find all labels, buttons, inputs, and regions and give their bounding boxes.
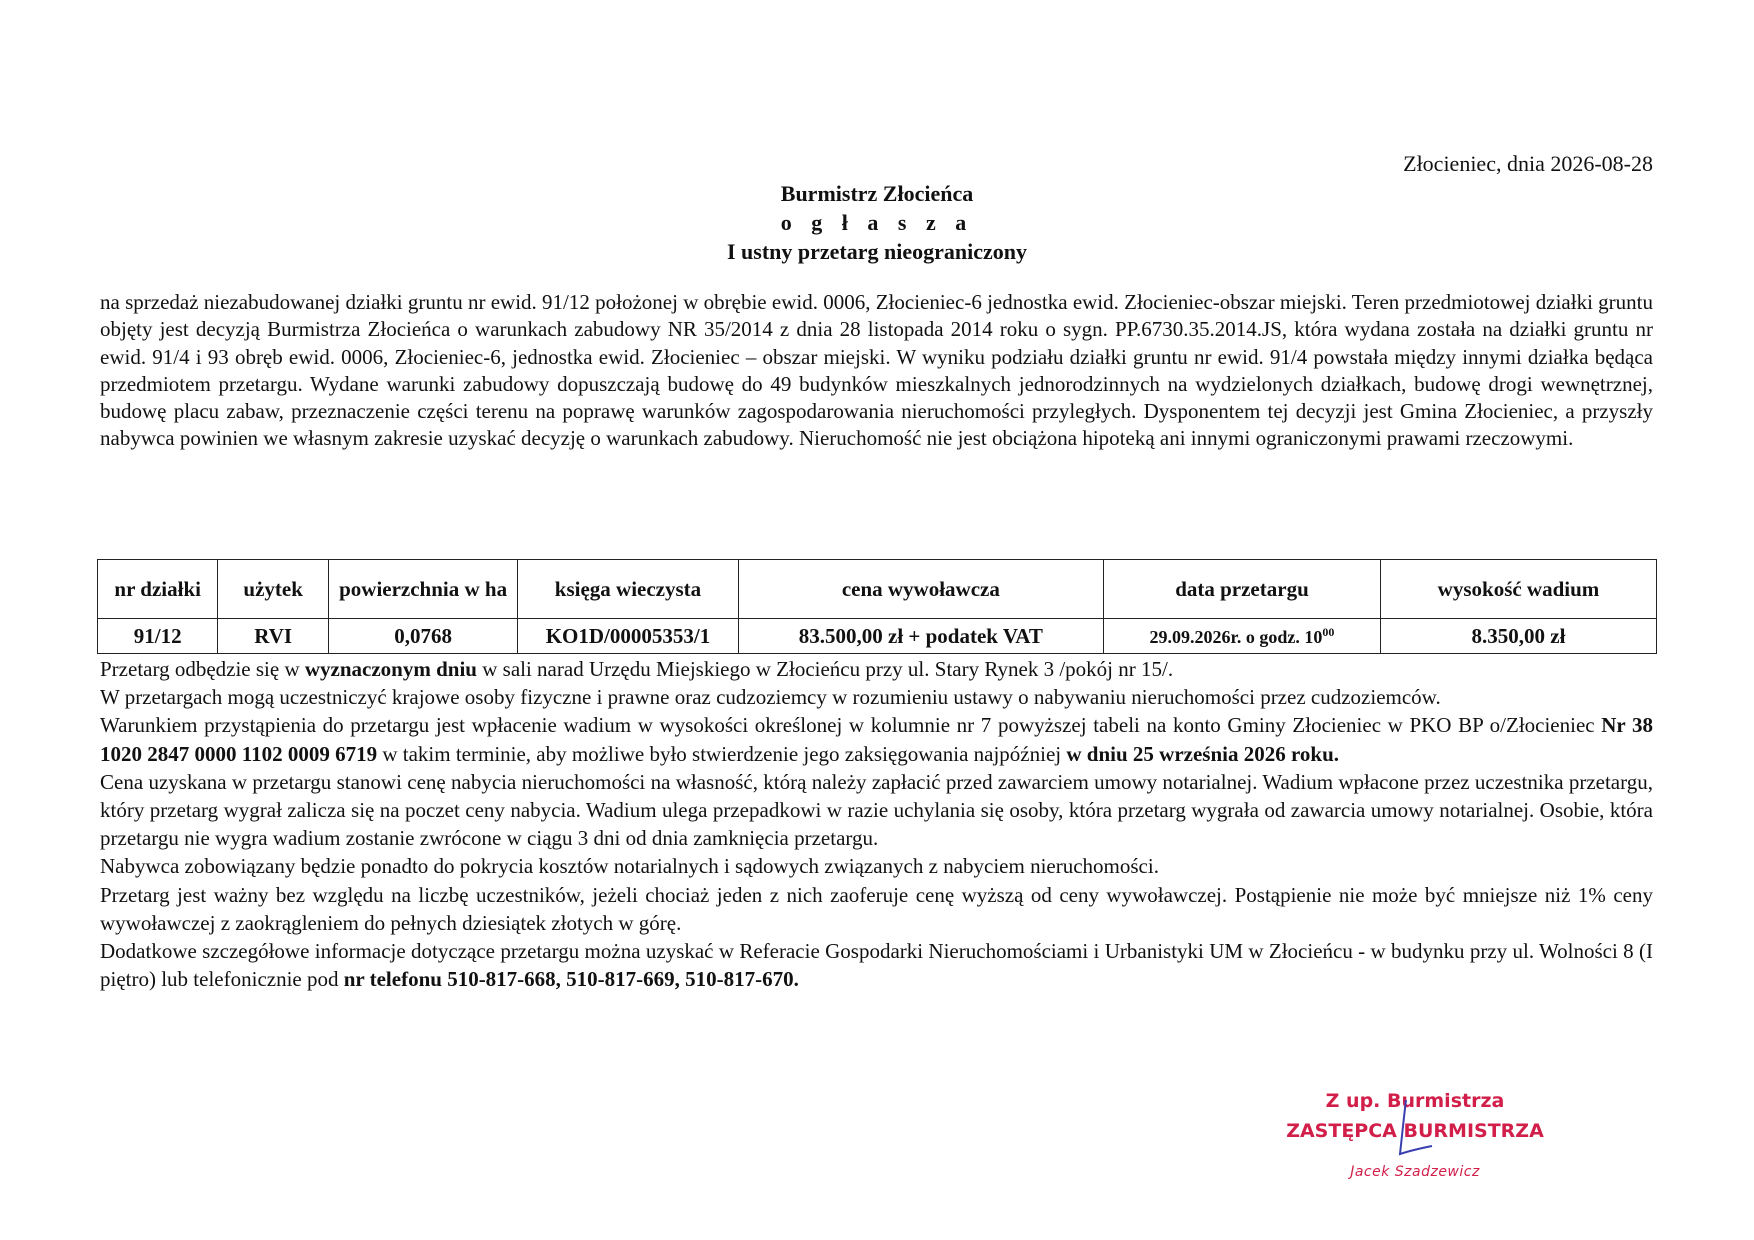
venue-text: Przetarg odbędzie się w bbox=[100, 657, 305, 681]
col-header-land-use: użytek bbox=[218, 560, 329, 619]
contact-text: Dodatkowe szczegółowe informacje dotyczące przetargu można uzyskać w Referacie Gospodarki Nieruchomościami i Urbanistyki UM w Złocieńcu - w budynku przy ul. Wolności 8 (I piętro) lub telefonicznie pod bbox=[100, 939, 1653, 992]
announcement-header bbox=[0, 179, 1754, 266]
col-header-deposit: wysokość wadium bbox=[1380, 560, 1656, 619]
authority-title: Burmistrz Złocieńca bbox=[780, 181, 974, 206]
deposit-paragraph bbox=[100, 711, 1653, 767]
participants-paragraph: W przetargach mogą uczestniczyć krajowe osoby fizyczne i prawne oraz cudzoziemcy w rozumieniu ustawy o nabywaniu nieruchomości przez cudzoziemców. bbox=[100, 685, 1441, 710]
price-paragraph: Cena uzyskana w przetargu stanowi cenę nabycia nieruchomości na własność, którą należy zapłacić przed zawarciem umowy notarialnej. Wadium wpłacone przez uczestnika przetargu, który przetarg wygrał zalicza się na poczet ceny nabycia. Wadium ulega przepadkowi w razie uchylania się osoby, która przetarg wygrała od zawarcia umowy notarialnej. Osobie, która przetargu nie wygra wadium zostanie zwrócone w ciągu 3 dni od dnia zamknięcia przetargu. bbox=[100, 769, 1653, 851]
stamp-line-position: ZASTĘPCA BURMISTRZA bbox=[1286, 1120, 1544, 1142]
auction-date-text: 29.09.2026r. o godz. 10 bbox=[1149, 626, 1323, 647]
col-header-starting-price: cena wywoławcza bbox=[738, 560, 1103, 619]
col-header-land-register: księga wieczysta bbox=[518, 560, 738, 619]
auction-time-minutes: 00 bbox=[1322, 624, 1335, 639]
table-row bbox=[98, 619, 1657, 654]
auction-type-title: I ustny przetarg nieograniczony bbox=[726, 239, 1028, 264]
cell-land-register: KO1D/00005353/1 bbox=[518, 619, 738, 654]
handwritten-signature bbox=[1370, 1096, 1450, 1176]
col-header-auction-date: data przetargu bbox=[1103, 560, 1380, 619]
contact-paragraph bbox=[100, 937, 1653, 993]
deposit-deadline: w dniu 25 września 2026 roku. bbox=[1066, 741, 1340, 766]
cell-auction-date bbox=[1103, 619, 1380, 654]
cell-area: 0,0768 bbox=[328, 619, 517, 654]
venue-paragraph bbox=[100, 655, 1653, 683]
cell-starting-price: 83.500,00 zł + podatek VAT bbox=[738, 619, 1103, 654]
deposit-text: Warunkiem przystąpienia do przetargu jest wpłacenie wadium w wysokości określonej w kolumnie nr 7 powyższej tabeli na konto Gminy Złocieniec w PKO BP o/Złocieniec bbox=[100, 713, 1602, 738]
phone-numbers: nr telefonu 510-817-668, 510-817-669, 510-817-670. bbox=[343, 967, 799, 992]
intro-paragraph: na sprzedaż niezabudowanej działki gruntu nr ewid. 91/12 położonej w obrębie ewid. 0006, Złocieniec-6 jednostka ewid. Złocieniec-obszar miejski. Teren przedmiotowej działki gruntu objęty jest decyzją Burmistrza Złocieńca o warunkach zabudowy NR 35/2014 z dnia 28 listopada 2014 roku o sygn. PP.6730.35.2014.JS, która wydana została na działki gruntu nr ewid. 91/4 i 93 obręb ewid. 0006, Złocieniec-6, jednostka ewid. Złocieniec – obszar miejski. W wyniku podziału działki gruntu nr ewid. 91/4 powstała między innymi działka będąca przedmiotem przetargu. Wydane warunki zabudowy dopuszczają budowę do 49 budynków mieszkalnych jednorodzinnych na wydzielonych działkach, budowę drogi wewnętrznej, budowę placu zabaw, przeznaczenie części terenu na poprawę warunków zagospodarowania nieruchomości przyległych. Dysponentem tej decyzji jest Gmina Złocieniec, a przyszły nabywca powinien we własnym zakresie uzyskać decyzję o warunkach zabudowy. Nieruchomość nie jest obciążona hipoteką ani innymi ograniczonymi prawami rzeczowymi. bbox=[100, 290, 1653, 451]
col-header-area: powierzchnia w ha bbox=[328, 560, 517, 619]
venue-emphasis: wyznaczonym dniu bbox=[304, 657, 477, 681]
bank-account-number: Nr 38 1020 2847 0000 1102 0009 6719 bbox=[100, 713, 1653, 766]
costs-paragraph: Nabywca zobowiązany będzie ponadto do pokrycia kosztów notarialnych i sądowych związanych z nabyciem nieruchomości. bbox=[100, 854, 1159, 879]
cell-land-use: RVI bbox=[218, 619, 329, 654]
date-line: Złocieniec, dnia 2026-08-28 bbox=[1403, 151, 1653, 176]
announces-word: o g ł a s z a bbox=[780, 210, 974, 235]
deposit-text-mid: w takim terminie, aby możliwe było stwierdzenie jego zaksięgowania najpóźniej bbox=[377, 741, 1067, 766]
plot-table bbox=[97, 559, 1657, 654]
stamp-line-name: Jacek Szadzewicz bbox=[1350, 1164, 1480, 1180]
table-header-row bbox=[98, 560, 1657, 619]
conditions-section bbox=[100, 655, 1653, 993]
validity-paragraph: Przetarg jest ważny bez względu na liczbę uczestników, jeżeli chociaż jeden z nich zaoferuje cenę wyższą od ceny wywoławczej. Postąpienie nie może być mniejsze niż 1% ceny wywoławczej z zaokrągleniem do pełnych dziesiątek złotych w górę. bbox=[100, 882, 1653, 935]
cell-plot: 91/12 bbox=[98, 619, 218, 654]
venue-text-end: w sali narad Urzędu Miejskiego w Złocieńcu przy ul. Stary Rynek 3 /pokój nr 15/. bbox=[476, 657, 1174, 681]
cell-deposit: 8.350,00 zł bbox=[1380, 619, 1656, 654]
stamp-line-authority: Z up. Burmistrza bbox=[1325, 1090, 1505, 1112]
col-header-plot: nr działki bbox=[98, 560, 218, 619]
